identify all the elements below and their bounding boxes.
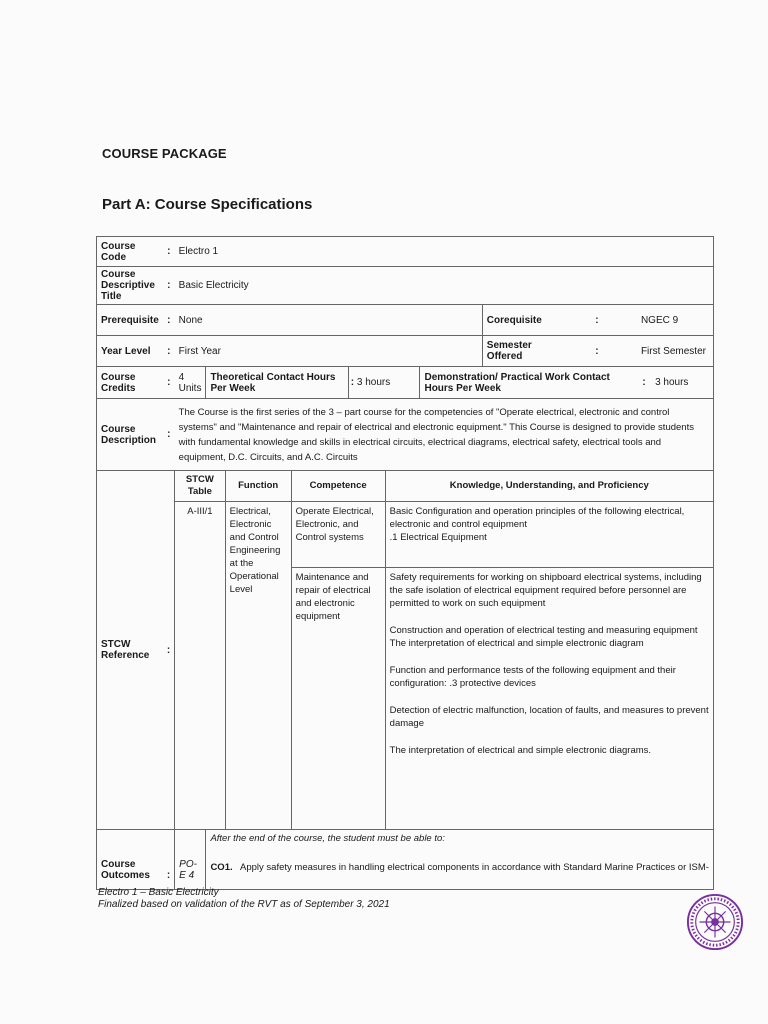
stcw-competence-2: Maintenance and repair of electrical and electronic equipment xyxy=(291,567,385,829)
separator: : xyxy=(163,267,175,305)
footer-validation: Finalized based on validation of the RVT as of September 3, 2021 xyxy=(98,899,390,910)
corequisite-label: Corequisite xyxy=(482,305,557,336)
stcw-cell xyxy=(175,471,714,830)
row-course-code xyxy=(97,237,714,267)
co1-code: CO1. xyxy=(210,862,233,873)
descriptive-title-label: Course Descriptive Title xyxy=(97,267,163,305)
practical-hours-value: 3 hours xyxy=(651,367,713,399)
footer-course: Electro 1 – Basic Electricity xyxy=(98,887,219,898)
row-course-outcomes xyxy=(97,830,714,890)
stcw-competence-1: Operate Electrical, Electronic, and Control systems xyxy=(291,501,385,567)
prerequisite-value: None xyxy=(175,305,483,336)
row-year-level xyxy=(97,336,714,367)
page-footer xyxy=(98,887,390,911)
row-course-description xyxy=(97,399,714,471)
co1 xyxy=(210,862,709,873)
kup-2-item: Detection of electric malfunction, location of faults, and measures to prevent damage xyxy=(389,704,709,729)
separator: : xyxy=(163,830,175,890)
theory-hours-label: Theoretical Contact Hours Per Week xyxy=(206,367,348,399)
co1-text: Apply safety measures in handling electrical components in accordance with Standard Marine Practices or ISM- xyxy=(240,862,709,873)
kup-2-item: Function and performance tests of the following equipment and their configuration: .3 protective devices xyxy=(389,664,676,689)
year-level-label: Year Level xyxy=(97,336,163,367)
stcw-header-kup: Knowledge, Understanding, and Proficiency xyxy=(385,471,713,501)
course-spec-table xyxy=(96,236,714,890)
description-value: The Course is the first series of the 3 – part course for the competencies of "Operate electrical, electronic and control systems" and "Maintenance and repair of electrical and electronic equipment." This Course is designed to provide students with fundamental knowledge and skills in electrical circuits, electrical diagrams, electrical safety, electrical tools and equipment, D.C. Circuits, and A.C. Circuits xyxy=(175,399,714,471)
doc-heading: COURSE PACKAGE xyxy=(102,146,227,161)
stcw-header-table: STCW Table xyxy=(175,471,225,501)
description-label: Course Description xyxy=(97,399,163,471)
separator: : xyxy=(163,471,175,830)
separator: : xyxy=(557,336,637,367)
semester-label: Semester Offered xyxy=(482,336,557,367)
separator: : xyxy=(637,367,651,399)
course-code-label: Course Code xyxy=(97,237,163,267)
year-level-value: First Year xyxy=(175,336,483,367)
stcw-label: STCW Reference xyxy=(97,471,163,830)
separator: : xyxy=(350,377,355,388)
separator: : xyxy=(163,336,175,367)
descriptive-title-value: Basic Electricity xyxy=(175,267,714,305)
separator: : xyxy=(163,305,175,336)
kup-2-item: Safety requirements for working on shipboard electrical systems, including the safe isolation of electrical equipment required before personnel are permitted to work on such equipment xyxy=(389,571,702,609)
prerequisite-label: Prerequisite xyxy=(97,305,163,336)
stcw-kup-1 xyxy=(385,501,713,567)
theory-hours-value xyxy=(348,367,420,399)
stcw-table-ref: A-III/1 xyxy=(175,501,225,829)
kup-2-item: The interpretation of electrical and simple electronic diagrams. xyxy=(389,744,652,756)
outcomes-content xyxy=(206,830,714,890)
kup-1-item: Basic Configuration and operation principles of the following electrical, electronic and control equipment xyxy=(389,505,685,530)
outcomes-label: Course Outcomes xyxy=(97,830,163,890)
stcw-header-function: Function xyxy=(225,471,291,501)
kup-2-item: Construction and operation of electrical testing and measuring equipment The interpretation of electrical and simple electronic diagram xyxy=(389,624,698,649)
stcw-function: Electrical, Electronic and Control Engineering at the Operational Level xyxy=(225,501,291,829)
credits-value: 4 Units xyxy=(175,367,206,399)
corequisite-value: NGEC 9 xyxy=(637,305,713,336)
separator: : xyxy=(163,367,175,399)
kup-1-item: .1 Electrical Equipment xyxy=(389,531,487,543)
practical-hours-label: Demonstration/ Practical Work Contact Hours Per Week xyxy=(420,367,637,399)
stcw-kup-2 xyxy=(385,567,713,829)
doc-subheading: Part A: Course Specifications xyxy=(102,196,313,213)
stcw-table xyxy=(175,471,713,829)
outcomes-intro: After the end of the course, the student must be able to: xyxy=(210,833,445,844)
row-prerequisite xyxy=(97,305,714,336)
row-course-credits xyxy=(97,367,714,399)
row-descriptive-title xyxy=(97,267,714,305)
row-stcw-reference xyxy=(97,471,714,830)
theory-hours-text: 3 hours xyxy=(356,377,391,388)
stcw-header-competence: Competence xyxy=(291,471,385,501)
university-seal-icon xyxy=(686,893,744,951)
credits-label: Course Credits xyxy=(97,367,163,399)
separator: : xyxy=(557,305,637,336)
outcomes-po: PO-E 4 xyxy=(175,830,206,890)
separator: : xyxy=(163,399,175,471)
separator: : xyxy=(163,237,175,267)
course-code-value: Electro 1 xyxy=(175,237,714,267)
semester-value: First Semester xyxy=(637,336,713,367)
